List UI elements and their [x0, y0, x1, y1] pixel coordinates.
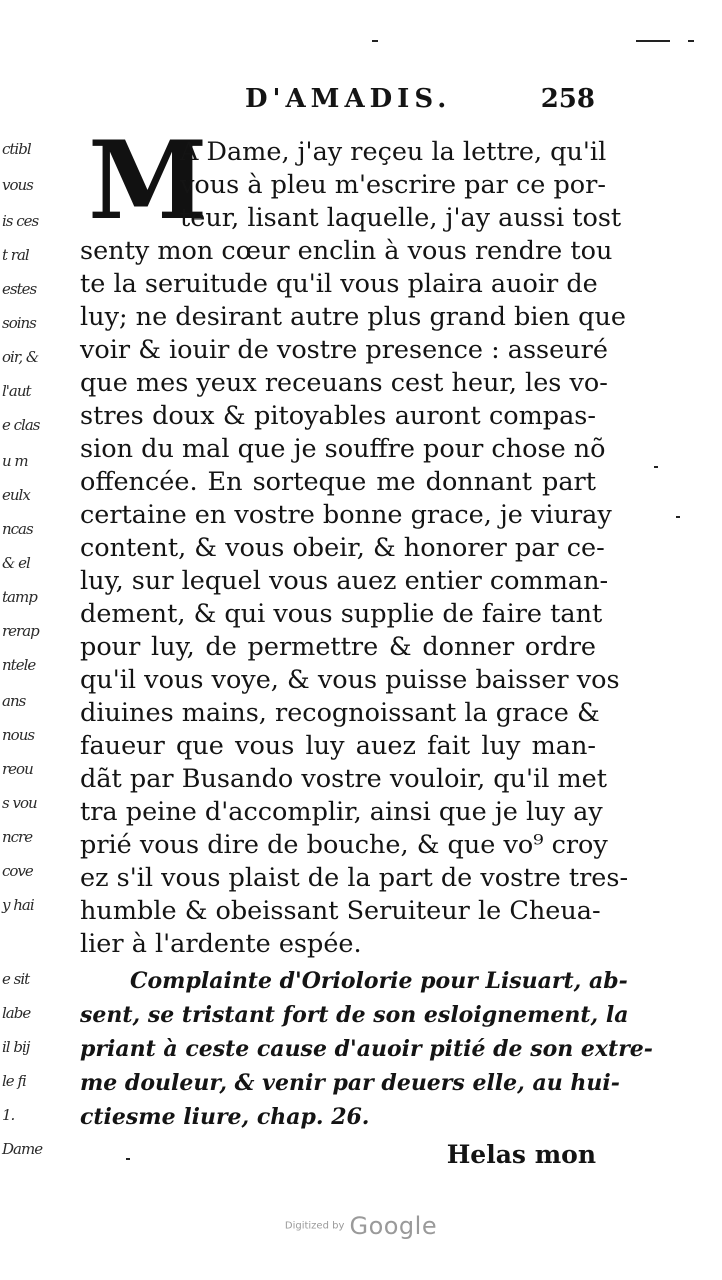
- letter-line: pour luy, de permettre & donner ordre: [80, 632, 596, 662]
- watermark-prefix: Digitized by: [284, 1220, 345, 1232]
- letter-line: lier à l'ardente espée.: [80, 929, 362, 959]
- gutter-fragment: Dame: [2, 1140, 43, 1158]
- gutter-fragment: rerap: [2, 622, 39, 640]
- letter-line: faueur que vous luy auez fait luy man-: [80, 731, 596, 761]
- letter-line: content, & vous obeir, & honorer par ce-: [80, 533, 605, 563]
- page-number: 258: [540, 84, 595, 114]
- gutter-fragment: t ral: [2, 246, 29, 264]
- letter-line: te la seruitude qu'il vous plaira auoir de: [80, 269, 598, 299]
- letter-line: dãt par Busando vostre vouloir, qu'il met: [80, 764, 607, 794]
- gutter-fragment: le fi: [2, 1072, 26, 1090]
- letter-line: humble & obeissant Seruiteur le Cheua-: [80, 896, 601, 926]
- gutter-fragment: estes: [2, 280, 37, 298]
- gutter-fragment: e sit: [2, 970, 30, 988]
- gutter-fragment: & el: [2, 554, 30, 572]
- letter-line: dement, & qui vous supplie de faire tant: [80, 599, 603, 629]
- gutter-fragment: reou: [2, 760, 33, 778]
- gutter-fragment: vous: [2, 176, 33, 194]
- gutter-fragment: ctibl: [2, 140, 31, 158]
- complainte-line: me douleur, & venir par deuers elle, au hui-: [80, 1070, 620, 1096]
- gutter-fragment: u m: [2, 452, 28, 470]
- complainte-line: sent, se tristant fort de son esloignement, la: [80, 1002, 629, 1028]
- gutter-fragment: is ces: [2, 212, 39, 230]
- letter-line: teur, lisant laquelle, j'ay aussi tost: [180, 203, 622, 233]
- gutter-fragment: s vou: [2, 794, 37, 812]
- gutter-fragment: 1.: [2, 1106, 15, 1124]
- gutter-fragment: tamp: [2, 588, 37, 606]
- letter-line: certaine en vostre bonne grace, je viuray: [80, 500, 612, 530]
- gutter-fragment: eulx: [2, 486, 30, 504]
- letter-line: ez s'il vous plaist de la part de vostre tres-: [80, 863, 629, 893]
- gutter-fragment: ncas: [2, 520, 33, 538]
- letter-line: stres doux & pitoyables auront compas-: [80, 401, 596, 431]
- gutter-fragment: ans: [2, 692, 26, 710]
- letter-line: vous à pleu m'escrire par ce por-: [180, 170, 606, 200]
- gutter-fragment: oir, &: [2, 348, 39, 366]
- running-title: D'AMADIS.: [245, 84, 452, 114]
- complainte-line: Complainte d'Oriolorie pour Lisuart, ab-: [130, 968, 628, 994]
- page-header: [245, 84, 595, 124]
- letter-line: diuines mains, recognoissant la grace &: [80, 698, 600, 728]
- gutter-fragment: soins: [2, 314, 36, 332]
- drop-cap: M: [88, 118, 208, 244]
- gutter-fragment: ntele: [2, 656, 36, 674]
- letter-line: que mes yeux receuans cest heur, les vo-: [80, 368, 608, 398]
- facing-page-bleed: [0, 140, 48, 1180]
- gutter-fragment: l'aut: [2, 382, 31, 400]
- letter-line: prié vous dire de bouche, & que vo⁹ croy: [80, 830, 608, 860]
- gutter-fragment: nous: [2, 726, 35, 744]
- gutter-fragment: labe: [2, 1004, 31, 1022]
- gutter-fragment: e clas: [2, 416, 40, 434]
- letter-line: qu'il vous voye, & vous puisse baisser vos: [80, 665, 620, 695]
- letter-line: A Dame, j'ay reçeu la lettre, qu'il: [180, 137, 607, 167]
- google-logo: Google: [349, 1212, 438, 1240]
- digitized-watermark: [0, 1212, 722, 1240]
- complainte-line: ctiesme liure, chap. 26.: [80, 1104, 370, 1130]
- gutter-fragment: il bij: [2, 1038, 30, 1056]
- letter-line: tra peine d'accomplir, ainsi que je luy ay: [80, 797, 603, 827]
- complainte-line: priant à ceste cause d'auoir pitié de son extre-: [80, 1036, 653, 1062]
- letter-line: sion du mal que je souffre pour chose nõ: [80, 434, 606, 464]
- gutter-fragment: ncre: [2, 828, 33, 846]
- gutter-fragment: y hai: [2, 896, 34, 914]
- catchword: Helas mon: [446, 1140, 596, 1169]
- gutter-fragment: cove: [2, 862, 33, 880]
- letter-line: voir & iouir de vostre presence : asseuré: [80, 335, 608, 365]
- letter-line: luy; ne desirant autre plus grand bien que: [80, 302, 626, 332]
- letter-line: senty mon cœur enclin à vous rendre tou: [80, 236, 613, 266]
- letter-line: offencée. En sorteque me donnant part: [80, 467, 596, 497]
- letter-line: luy, sur lequel vous auez entier comman-: [80, 566, 609, 596]
